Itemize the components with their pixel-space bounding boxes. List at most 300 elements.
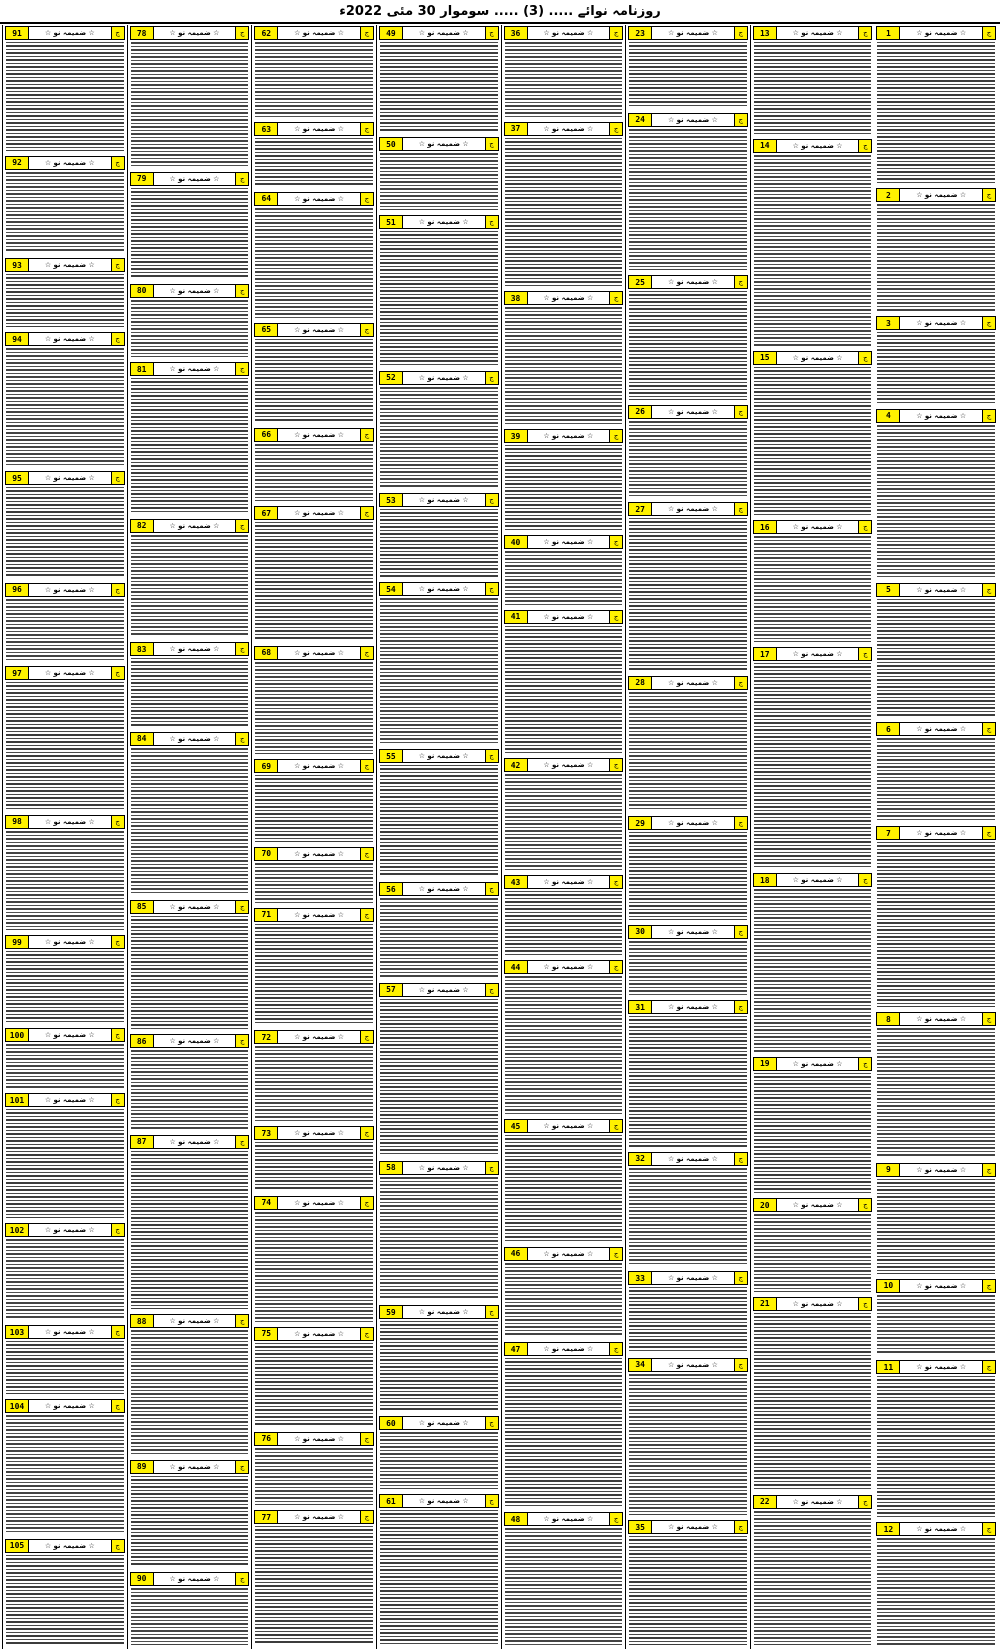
notice-body-text — [876, 331, 996, 408]
notice-header-tag: ج — [235, 1573, 248, 1585]
notice-header-tag: ج — [609, 961, 622, 973]
notice-body-text — [753, 1312, 873, 1494]
notice — [628, 501, 748, 674]
notice-header — [876, 1163, 996, 1177]
notice — [628, 25, 748, 112]
notice — [254, 907, 374, 1029]
notice-header-label: ☆ ضمیمہ نو ☆ — [169, 1137, 220, 1146]
text-lines — [505, 445, 623, 530]
notice-header — [5, 471, 125, 485]
notice-header-label: ☆ ضمیمہ نو ☆ — [667, 927, 718, 936]
notice-body-text — [254, 1447, 374, 1510]
notice-body-text — [628, 128, 748, 274]
notice-header — [130, 284, 250, 298]
notice-header-tag: ج — [609, 292, 622, 304]
notice-number: 23 — [629, 27, 652, 39]
notice-body-text — [5, 830, 125, 935]
notice-header-tag: ج — [485, 1162, 498, 1174]
notice-body-text — [628, 1167, 748, 1270]
notice — [5, 1398, 125, 1537]
notice-header-label: ☆ ضمیمہ نو ☆ — [418, 1419, 469, 1428]
notice-columns — [2, 25, 998, 1649]
notice-header-tag: ج — [111, 1540, 124, 1552]
notice — [876, 721, 996, 825]
notice-header-label: ☆ ضمیمہ نو ☆ — [169, 286, 220, 295]
notice — [254, 758, 374, 845]
notice-body-text — [628, 831, 748, 923]
notice-body-text — [130, 747, 250, 899]
notice-header-label: ☆ ضمیمہ نو ☆ — [294, 1329, 345, 1338]
notice-body-text — [628, 41, 748, 112]
notice-number: 77 — [255, 1511, 278, 1523]
text-lines — [255, 522, 373, 641]
notice — [628, 112, 748, 274]
notice-number: 70 — [255, 848, 278, 860]
notice-header-label: ☆ ضمیمہ نو ☆ — [916, 319, 967, 327]
notice-body-text — [628, 1015, 748, 1151]
notice — [5, 155, 125, 257]
text-lines — [754, 1511, 872, 1645]
notice-body-text — [379, 1431, 499, 1493]
notice-number: 87 — [131, 1136, 154, 1148]
notice-body-text — [379, 230, 499, 370]
notice — [130, 518, 250, 641]
notice-header-tag: ج — [360, 1197, 373, 1209]
notice-body-text — [254, 41, 374, 121]
notice-header-tag: ج — [734, 406, 747, 418]
notice-number: 54 — [380, 583, 403, 595]
notice-body-text — [379, 508, 499, 581]
notice-number: 41 — [505, 611, 528, 623]
notice-body-text — [254, 137, 374, 191]
notice-header-label: ☆ ضمیمہ نو ☆ — [667, 29, 718, 37]
notice-number: 89 — [131, 1461, 154, 1473]
notice-body-text — [753, 154, 873, 350]
text-lines — [629, 832, 747, 919]
notice-header — [504, 26, 624, 40]
notice-body-text — [504, 1262, 624, 1342]
notice-header — [753, 1495, 873, 1509]
notice-number: 20 — [754, 1199, 777, 1211]
notice-column — [2, 25, 127, 1649]
notice-header-tag: ج — [360, 193, 373, 205]
notice — [5, 1027, 125, 1092]
notice-header — [628, 816, 748, 830]
notice — [130, 1134, 250, 1313]
notice — [876, 1011, 996, 1162]
text-lines — [380, 509, 498, 577]
notice — [504, 428, 624, 534]
notice-number: 101 — [6, 1094, 29, 1106]
notice-number: 98 — [6, 816, 29, 828]
text-lines — [877, 842, 995, 1007]
notice-body-text — [753, 535, 873, 646]
notice-number: 102 — [6, 1224, 29, 1236]
notice-header-label: ☆ ضمیمہ نو ☆ — [44, 1031, 95, 1040]
notice-header — [628, 1358, 748, 1372]
notice-number: 29 — [629, 817, 652, 829]
text-lines — [131, 1151, 249, 1309]
notice-body-text — [504, 444, 624, 534]
text-lines — [505, 1135, 623, 1241]
notice-body-text — [254, 923, 374, 1029]
notice — [876, 25, 996, 187]
text-lines — [380, 999, 498, 1156]
notice-number: 30 — [629, 926, 652, 938]
notice-number: 5 — [877, 584, 900, 596]
notice-number: 21 — [754, 1298, 777, 1310]
notice-header — [379, 1161, 499, 1175]
text-lines — [629, 291, 747, 400]
notice-header-label: ☆ ضمیمہ نو ☆ — [294, 325, 345, 334]
text-lines — [505, 891, 623, 955]
notice-header-tag: ج — [235, 285, 248, 297]
notice-header-label: ☆ ضمیمہ نو ☆ — [294, 1129, 345, 1138]
notice-header-tag: ج — [235, 520, 248, 532]
notice-number: 13 — [754, 27, 777, 39]
text-lines — [505, 1528, 623, 1645]
notice — [254, 191, 374, 322]
notice-body-text — [504, 773, 624, 874]
notice-header-label: ☆ ضمیمہ نو ☆ — [667, 115, 718, 124]
notice — [130, 1313, 250, 1459]
notice — [130, 171, 250, 283]
notice-header-label: ☆ ضمیمہ نو ☆ — [667, 1523, 718, 1532]
notice-header-label: ☆ ضمیمہ نو ☆ — [916, 411, 967, 420]
notice-number: 86 — [131, 1035, 154, 1047]
notice-header — [504, 291, 624, 305]
notice-header-label: ☆ ضمیمہ نو ☆ — [543, 124, 594, 133]
text-lines — [877, 1538, 995, 1645]
notice-header-tag: ج — [360, 848, 373, 860]
notice-number: 79 — [131, 173, 154, 185]
notice-header-label: ☆ ضمیمہ نو ☆ — [792, 1497, 843, 1506]
notice-header-label: ☆ ضمیمہ نو ☆ — [418, 373, 469, 382]
notice-header-label: ☆ ضمیمہ نو ☆ — [543, 612, 594, 621]
notice — [254, 121, 374, 191]
notice-header-tag: ج — [111, 1400, 124, 1412]
notice-header-tag: ج — [982, 27, 995, 39]
notice-header-tag: ج — [982, 317, 995, 329]
notice-header-label: ☆ ضمیمہ نو ☆ — [294, 194, 345, 203]
notice-body-text — [130, 534, 250, 641]
notice-header-tag: ج — [982, 189, 995, 201]
notice-number: 56 — [380, 883, 403, 895]
text-lines — [754, 155, 872, 346]
notice-header — [130, 642, 250, 656]
notice-header-label: ☆ ضمیمہ نو ☆ — [44, 1096, 95, 1105]
notice — [379, 136, 499, 214]
notice-header-label: ☆ ضمیمہ نو ☆ — [792, 876, 843, 885]
notice-header-label: ☆ ضمیمہ نو ☆ — [418, 1163, 469, 1172]
text-lines — [877, 425, 995, 578]
notice — [753, 1494, 873, 1649]
notice — [254, 25, 374, 121]
notice-body-text — [876, 424, 996, 582]
notice-header-label: ☆ ضمیمہ نو ☆ — [294, 1434, 345, 1443]
text-lines — [6, 951, 124, 1023]
text-lines — [380, 231, 498, 366]
notice-header — [628, 275, 748, 289]
notice-header-label: ☆ ضمیمہ نو ☆ — [792, 1299, 843, 1308]
notice-number: 8 — [877, 1013, 900, 1025]
notice — [5, 814, 125, 935]
notice-body-text — [628, 1373, 748, 1519]
text-lines — [255, 1343, 373, 1427]
notice-body-text — [628, 1286, 748, 1357]
masthead — [0, 0, 1000, 24]
notice — [876, 1162, 996, 1278]
notice-header-tag: ج — [858, 1199, 871, 1211]
notice-header-label: ☆ ضمیمہ نو ☆ — [792, 1201, 843, 1210]
notice-body-text — [5, 41, 125, 155]
text-lines — [6, 1341, 124, 1394]
notice-body-text — [379, 597, 499, 748]
notice-number: 104 — [6, 1400, 29, 1412]
notice-number: 75 — [255, 1328, 278, 1340]
notice-header-label: ☆ ضمیمہ نو ☆ — [543, 1122, 594, 1131]
notice-header-label: ☆ ضمیمہ نو ☆ — [44, 817, 95, 826]
notice-header-label: ☆ ضمیمہ نو ☆ — [294, 1198, 345, 1207]
notice-header-tag: ج — [734, 276, 747, 288]
notice-body-text — [379, 386, 499, 492]
text-lines — [629, 129, 747, 270]
notice-header-label: ☆ ضمیمہ نو ☆ — [44, 29, 95, 37]
text-lines — [131, 378, 249, 514]
notice-header — [5, 1028, 125, 1042]
notice — [628, 1357, 748, 1519]
notice-body-text — [379, 998, 499, 1160]
notice-header-label: ☆ ضمیمہ نو ☆ — [418, 1497, 469, 1506]
text-lines — [380, 598, 498, 744]
notice-header-label: ☆ ضمیمہ نو ☆ — [916, 1363, 967, 1371]
notice-body-text — [876, 737, 996, 825]
notice-header-label: ☆ ضمیمہ نو ☆ — [294, 849, 345, 858]
notice-header — [876, 1522, 996, 1536]
notice-header-tag: ج — [609, 430, 622, 442]
notice-column — [750, 25, 875, 1649]
notice-body-text — [876, 1375, 996, 1521]
text-lines — [380, 1177, 498, 1301]
notice — [254, 1326, 374, 1431]
notice-header — [504, 122, 624, 136]
notice-number: 95 — [6, 472, 29, 484]
notice-header-tag: ج — [858, 140, 871, 152]
notice-header — [504, 429, 624, 443]
text-lines — [380, 898, 498, 977]
text-lines — [877, 42, 995, 183]
notice-header — [504, 1342, 624, 1356]
notice-body-text — [5, 1238, 125, 1324]
notice-header — [254, 1196, 374, 1210]
notice-number: 47 — [505, 1343, 528, 1355]
notice-number: 46 — [505, 1248, 528, 1260]
notice-header-tag: ج — [485, 883, 498, 895]
notice-header — [130, 1034, 250, 1048]
notice — [379, 581, 499, 748]
notice-header — [379, 749, 499, 763]
notice — [876, 1359, 996, 1521]
notice-header-tag: ج — [734, 1153, 747, 1165]
notice-header-tag: ج — [609, 1343, 622, 1355]
notice-body-text — [379, 764, 499, 881]
notice-number: 19 — [754, 1058, 777, 1070]
notice-header — [876, 722, 996, 736]
notice-header — [5, 1399, 125, 1413]
notice-number: 24 — [629, 114, 652, 126]
notice-header — [130, 1460, 250, 1474]
notice-header-label: ☆ ضمیمہ نو ☆ — [667, 1003, 718, 1012]
notice-number: 94 — [6, 333, 29, 345]
text-lines — [255, 138, 373, 187]
notice-header-label: ☆ ضمیمہ نو ☆ — [169, 521, 220, 530]
notice — [5, 331, 125, 470]
notice — [379, 1304, 499, 1415]
text-lines — [131, 1476, 249, 1567]
notice — [5, 470, 125, 581]
notice-header — [254, 192, 374, 206]
text-lines — [877, 1376, 995, 1517]
notice-header — [876, 583, 996, 597]
notice-header-tag: ج — [609, 27, 622, 39]
text-lines — [255, 208, 373, 318]
notice-header — [628, 676, 748, 690]
notice-body-text — [254, 774, 374, 845]
notice — [379, 982, 499, 1160]
notice — [628, 404, 748, 501]
notice-header — [5, 666, 125, 680]
notice-header — [254, 908, 374, 922]
notice-header — [504, 1512, 624, 1526]
notice-header-tag: ج — [609, 876, 622, 888]
notice — [130, 899, 250, 1033]
notice-body-text — [876, 598, 996, 721]
notice-header — [504, 960, 624, 974]
text-lines — [6, 1239, 124, 1320]
notice-header — [876, 1279, 996, 1293]
notice-header-label: ☆ ضمیمہ نو ☆ — [294, 648, 345, 657]
text-lines — [877, 332, 995, 404]
text-lines — [6, 1415, 124, 1533]
notice-header-tag: ج — [485, 1417, 498, 1429]
notice — [753, 25, 873, 138]
text-lines — [505, 626, 623, 754]
notice-header-label: ☆ ضمیمہ نو ☆ — [294, 762, 345, 771]
notice-number: 90 — [131, 1573, 154, 1585]
text-lines — [877, 738, 995, 821]
text-lines — [6, 831, 124, 931]
notice — [628, 999, 748, 1151]
notice-header — [254, 122, 374, 136]
text-lines — [754, 1313, 872, 1490]
notice — [753, 872, 873, 1056]
notice-body-text — [628, 517, 748, 674]
notice-header-label: ☆ ضمیمہ نو ☆ — [44, 938, 95, 947]
text-lines — [754, 663, 872, 868]
notice-body-text — [379, 897, 499, 981]
notice-header-tag: ج — [982, 1164, 995, 1176]
notice-header — [254, 1510, 374, 1524]
notice — [379, 492, 499, 581]
notice-header-tag: ج — [360, 27, 373, 39]
notice-header-tag: ج — [982, 827, 995, 839]
notice-header-tag: ج — [609, 1513, 622, 1525]
notice-number: 93 — [6, 259, 29, 271]
notice-header — [753, 351, 873, 365]
notice-body-text — [5, 1554, 125, 1649]
notice-number: 44 — [505, 961, 528, 973]
text-lines — [255, 1448, 373, 1506]
notice-header — [130, 732, 250, 746]
notice-header — [379, 1416, 499, 1430]
notice-header — [254, 428, 374, 442]
notice — [254, 645, 374, 759]
notice-header — [504, 875, 624, 889]
text-lines — [505, 774, 623, 870]
notice-header-tag: ج — [734, 817, 747, 829]
notice — [876, 582, 996, 721]
notice-number: 62 — [255, 27, 278, 39]
notice-header — [5, 26, 125, 40]
notice-header-label: ☆ ضمیمہ نو ☆ — [543, 761, 594, 770]
notice-number: 16 — [754, 521, 777, 533]
notice — [628, 815, 748, 923]
text-lines — [255, 662, 373, 755]
notice-body-text — [5, 598, 125, 666]
notice-header — [5, 815, 125, 829]
notice-header — [628, 1152, 748, 1166]
notice — [504, 959, 624, 1118]
notice-header — [379, 983, 499, 997]
notice-header-label: ☆ ضمیمہ نو ☆ — [294, 430, 345, 439]
notice-header — [379, 882, 499, 896]
notice-number: 32 — [629, 1153, 652, 1165]
notice-header-label: ☆ ضمیمہ نو ☆ — [169, 902, 220, 911]
notice-header — [753, 873, 873, 887]
notice-body-text — [753, 366, 873, 519]
notice-body-text — [5, 486, 125, 581]
text-lines — [505, 307, 623, 424]
notice-body-text — [5, 1108, 125, 1222]
notice-header-tag: ج — [111, 1094, 124, 1106]
notice-body-text — [254, 1342, 374, 1431]
notice-body-text — [628, 290, 748, 404]
notice-header-tag: ج — [111, 936, 124, 948]
notice-number: 45 — [505, 1120, 528, 1132]
notice-header-label: ☆ ضمیمہ نو ☆ — [916, 1525, 967, 1534]
notice-header-tag: ج — [609, 759, 622, 771]
text-lines — [505, 976, 623, 1114]
notice-header-tag: ج — [235, 643, 248, 655]
notice-number: 35 — [629, 1521, 652, 1533]
notice-header-label: ☆ ضمیمہ نو ☆ — [543, 294, 594, 303]
notice-header-label: ☆ ضمیمہ نو ☆ — [44, 1328, 95, 1337]
notice — [876, 1521, 996, 1649]
notice-header-tag: ج — [982, 1280, 995, 1292]
notice — [5, 257, 125, 331]
notice-number: 72 — [255, 1031, 278, 1043]
notice-number: 74 — [255, 1197, 278, 1209]
text-lines — [6, 487, 124, 577]
notice-number: 40 — [505, 536, 528, 548]
notice-header — [379, 493, 499, 507]
notice-header-label: ☆ ضمیمہ نو ☆ — [667, 1360, 718, 1369]
notice-number: 49 — [380, 27, 403, 39]
notice-header — [254, 26, 374, 40]
text-lines — [629, 1287, 747, 1353]
notice-header-label: ☆ ضمیمہ نو ☆ — [916, 1015, 967, 1023]
notice — [628, 1151, 748, 1270]
